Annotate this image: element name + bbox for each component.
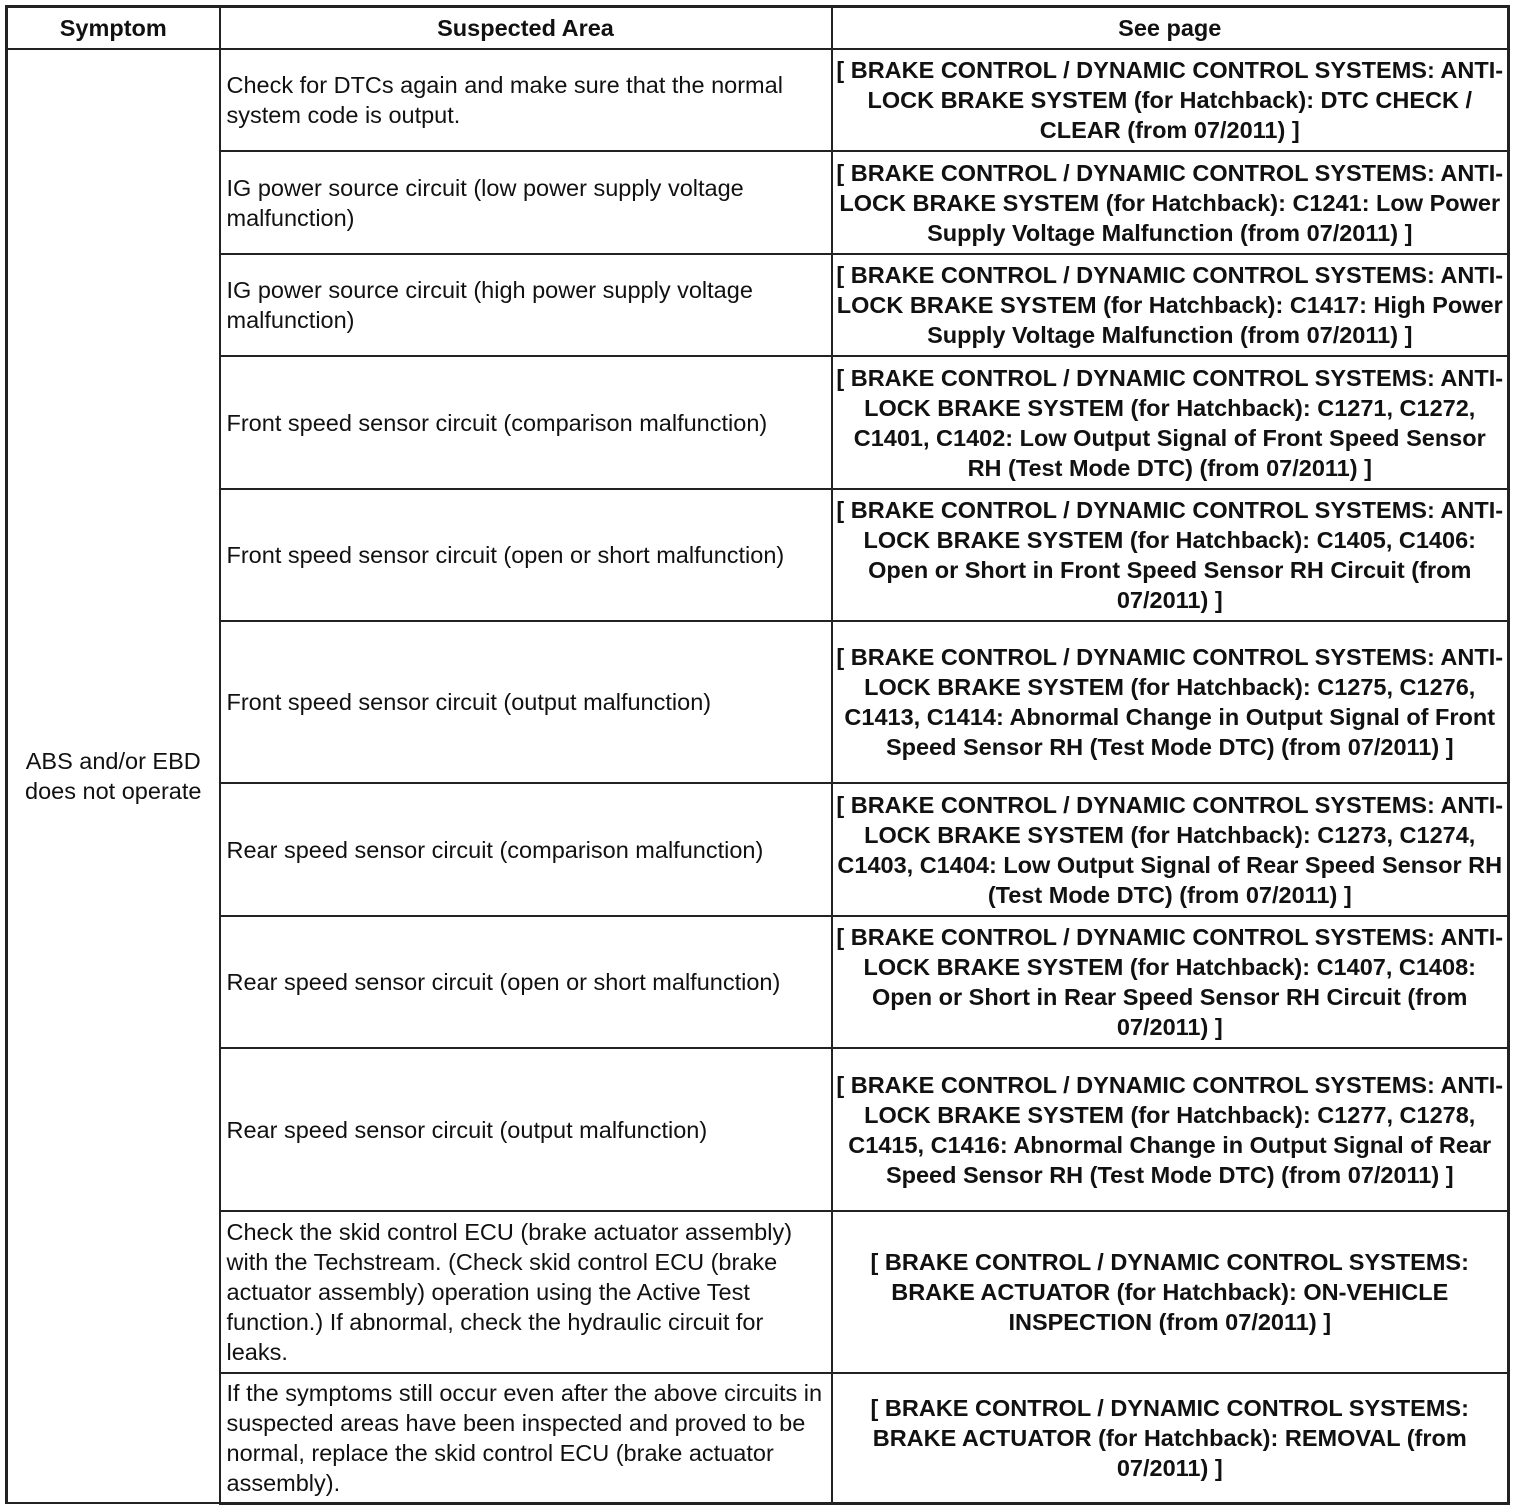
suspected-area-cell: Front speed sensor circuit (comparison malfunction) — [220, 356, 832, 489]
table-row — [7, 1048, 1509, 1211]
table-row — [7, 621, 1509, 783]
symptom-table — [5, 5, 1510, 1505]
table-row — [7, 489, 1509, 621]
suspected-area-cell: IG power source circuit (low power supply voltage malfunction) — [220, 151, 832, 254]
table-row — [7, 49, 1509, 151]
table-row — [7, 254, 1509, 356]
suspected-area-cell: Check for DTCs again and make sure that the normal system code is output. — [220, 49, 832, 151]
suspected-area-cell: Check the skid control ECU (brake actuator assembly) with the Techstream. (Check skid control ECU (brake actuator assembly) operation using the Active Test function.) If abnormal, check the hydraulic circuit for leaks. — [220, 1211, 832, 1373]
table-row — [7, 916, 1509, 1048]
see-page-link[interactable]: [ BRAKE CONTROL / DYNAMIC CONTROL SYSTEMS: ANTI-LOCK BRAKE SYSTEM (for Hatchback): C1405, C1406: Open or Short in Front Speed Sensor RH Circuit (from 07/2011) ] — [832, 489, 1509, 621]
suspected-area-cell: Rear speed sensor circuit (output malfunction) — [220, 1048, 832, 1211]
suspected-area-cell: Front speed sensor circuit (output malfunction) — [220, 621, 832, 783]
symptom-cell: ABS and/or EBD does not operate — [7, 49, 220, 1503]
table-row — [7, 356, 1509, 489]
suspected-area-cell: Rear speed sensor circuit (comparison malfunction) — [220, 783, 832, 916]
see-page-link[interactable]: [ BRAKE CONTROL / DYNAMIC CONTROL SYSTEMS: ANTI-LOCK BRAKE SYSTEM (for Hatchback): C1241: Low Power Supply Voltage Malfunction (from 07/2011) ] — [832, 151, 1509, 254]
suspected-area-cell: Front speed sensor circuit (open or short malfunction) — [220, 489, 832, 621]
see-page-link[interactable]: [ BRAKE CONTROL / DYNAMIC CONTROL SYSTEMS: BRAKE ACTUATOR (for Hatchback): ON-VEHICLE INSPECTION (from 07/2011) ] — [832, 1211, 1509, 1373]
see-page-link[interactable]: [ BRAKE CONTROL / DYNAMIC CONTROL SYSTEMS: ANTI-LOCK BRAKE SYSTEM (for Hatchback): DTC CHECK / CLEAR (from 07/2011) ] — [832, 49, 1509, 151]
suspected-area-cell: IG power source circuit (high power supply voltage malfunction) — [220, 254, 832, 356]
see-page-link[interactable]: [ BRAKE CONTROL / DYNAMIC CONTROL SYSTEMS: ANTI-LOCK BRAKE SYSTEM (for Hatchback): C1275, C1276, C1413, C1414: Abnormal Change in Output Signal of Front Speed Sensor RH (Test Mode DTC) (from 07/2011) ] — [832, 621, 1509, 783]
see-page-link[interactable]: [ BRAKE CONTROL / DYNAMIC CONTROL SYSTEMS: ANTI-LOCK BRAKE SYSTEM (for Hatchback): C1407, C1408: Open or Short in Rear Speed Sensor RH Circuit (from 07/2011) ] — [832, 916, 1509, 1048]
table-row — [7, 783, 1509, 916]
header-row — [7, 7, 1509, 50]
see-page-link[interactable]: [ BRAKE CONTROL / DYNAMIC CONTROL SYSTEMS: BRAKE ACTUATOR (for Hatchback): REMOVAL (from 07/2011) ] — [832, 1373, 1509, 1503]
see-page-link[interactable]: [ BRAKE CONTROL / DYNAMIC CONTROL SYSTEMS: ANTI-LOCK BRAKE SYSTEM (for Hatchback): C1417: High Power Supply Voltage Malfunction (from 07/2011) ] — [832, 254, 1509, 356]
header-see-page: See page — [832, 7, 1509, 50]
table-row — [7, 1211, 1509, 1373]
suspected-area-cell: Rear speed sensor circuit (open or short malfunction) — [220, 916, 832, 1048]
see-page-link[interactable]: [ BRAKE CONTROL / DYNAMIC CONTROL SYSTEMS: ANTI-LOCK BRAKE SYSTEM (for Hatchback): C1277, C1278, C1415, C1416: Abnormal Change in Output Signal of Rear Speed Sensor RH (Test Mode DTC) (from 07/2011) ] — [832, 1048, 1509, 1211]
header-suspected-area: Suspected Area — [220, 7, 832, 50]
see-page-link[interactable]: [ BRAKE CONTROL / DYNAMIC CONTROL SYSTEMS: ANTI-LOCK BRAKE SYSTEM (for Hatchback): C1273, C1274, C1403, C1404: Low Output Signal of Rear Speed Sensor RH (Test Mode DTC) (from 07/2011) ] — [832, 783, 1509, 916]
table-row — [7, 151, 1509, 254]
table-row — [7, 1373, 1509, 1503]
see-page-link[interactable]: [ BRAKE CONTROL / DYNAMIC CONTROL SYSTEMS: ANTI-LOCK BRAKE SYSTEM (for Hatchback): C1271, C1272, C1401, C1402: Low Output Signal of Front Speed Sensor RH (Test Mode DTC) (from 07/2011) ] — [832, 356, 1509, 489]
suspected-area-cell: If the symptoms still occur even after the above circuits in suspected areas have been inspected and proved to be normal, replace the skid control ECU (brake actuator assembly). — [220, 1373, 832, 1503]
header-symptom: Symptom — [7, 7, 220, 50]
